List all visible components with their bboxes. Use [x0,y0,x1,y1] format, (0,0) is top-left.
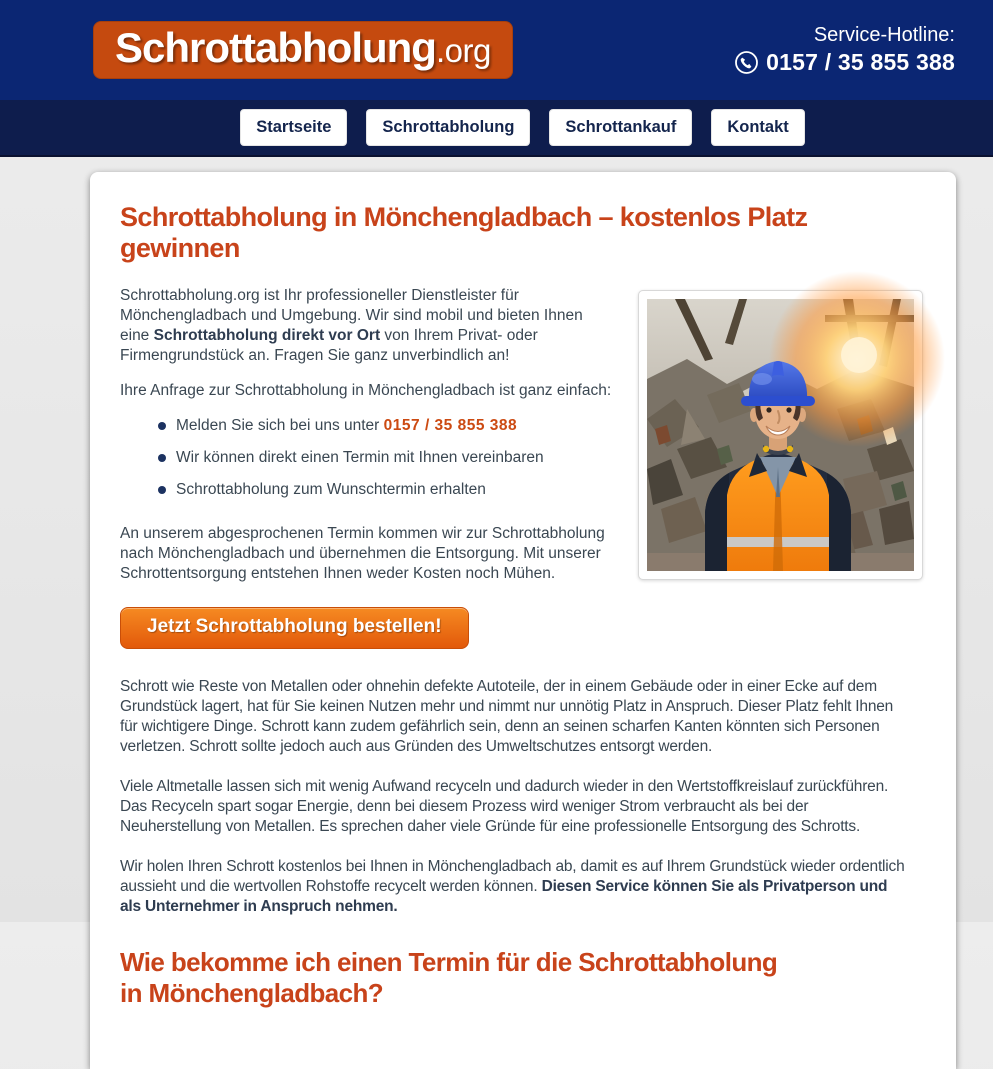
site-logo[interactable] [93,21,513,79]
nav-item-kontakt[interactable]: Kontakt [711,109,804,147]
hotline-number[interactable]: 0157 / 35 855 388 [766,49,955,75]
intro-text: Schrottabholung.org ist Ihr professioneller Dienstleister für Mönchengladbach und Umgebung. Wir sind mobil und bieten Ihnen eine [120,287,583,344]
list-item: Wir können direkt einen Termin mit Ihnen vereinbaren [176,448,612,468]
paragraph-service [120,857,906,917]
nav-item-schrottankauf[interactable]: Schrottankauf [549,109,692,147]
intro-paragraph [120,286,612,366]
service-hotline [734,24,955,76]
worker-photo [647,299,914,571]
content-card [90,172,956,1069]
page-title: Schrottabholung in Mönchengladbach – kostenlos Platz gewinnen [120,202,808,263]
section-heading-termin: Wie bekomme ich einen Termin für die Schrottabholung in Mönchengladbach? [120,947,778,1008]
lead-in-paragraph: Ihre Anfrage zur Schrottabholung in Mönchengladbach ist ganz einfach: [120,382,612,399]
paragraph-scrap-problem: Schrott wie Reste von Metallen oder ohnehin defekte Autoteile, der in einem Gebäude oder in einer Ecke auf dem Grundstück lagert, hat für Sie keinen Nutzen mehr und nimmt nur unnötig Platz in Anspruch. Dieser Platz fehlt Ihnen für wichtigere Dinge. Schrott kann zudem gefährlich sein, denn an seinen scharfen Kanten könnten sich Personen verletzen. Schrott sollte jedoch auch aus Gründen des Umweltschutzes entsorgt werden. [120,678,894,755]
nav-item-startseite[interactable]: Startseite [240,109,347,147]
service-text-bold: Diesen Service können Sie als Privatperson und als Unternehmer in Anspruch nehmen. [120,878,888,915]
order-scrap-pickup-button[interactable]: Jetzt Schrottabholung bestellen! [120,607,469,649]
appointment-paragraph: An unserem abgesprochenen Termin kommen wir zur Schrottabholung nach Mönchengladbach und übernehmen die Entsorgung. Mit unserer Schrottentsorgung entstehen Ihnen weder Kosten noch Mühen. [120,525,605,582]
worker-photo-frame [638,290,923,580]
main-navigation [0,100,993,157]
logo-text-main: Schrottabholung [115,24,436,71]
list-item [176,416,612,436]
paragraph-recycling: Viele Altmetalle lassen sich mit wenig Aufwand recyceln und dadurch wieder in den Wertstoffkreislauf zurückführen. Das Recyceln spart sogar Energie, denn bei diesem Prozess wird weniger Strom verbraucht als bei der Neuherstellung von Metallen. Es sprechen daher viele Gründe für eine professionelle Entsorgung des Schrotts. [120,778,889,835]
service-text: Wir holen Ihren Schrott kostenlos bei Ihnen in Mönchengladbach ab, damit es auf Ihrem Grundstück wieder ordentlich aussieht und die wertvollen Rohstoffe recycelt werden können. [120,858,905,895]
full-width-text-section [120,677,906,1009]
step-phone-number[interactable]: 0157 / 35 855 388 [383,417,518,434]
list-item: Schrottabholung zum Wunschtermin erhalten [176,480,612,500]
steps-list [120,416,612,500]
intro-text-after: von Ihrem Privat- oder Firmengrundstück an. Fragen Sie ganz unverbindlich an! [120,327,538,364]
intro-text-bold: Schrottabholung direkt vor Ort [153,327,381,344]
site-header [0,0,993,100]
nav-item-schrottabholung[interactable]: Schrottabholung [366,109,530,147]
step-text: Melden Sie sich bei uns unter [176,417,384,434]
page-background [0,157,993,1069]
logo-text-suffix: .org [435,32,491,69]
hotline-label: Service-Hotline: [813,24,955,46]
intro-text-column [120,286,612,649]
two-column-section [120,286,906,649]
phone-icon [734,50,759,75]
